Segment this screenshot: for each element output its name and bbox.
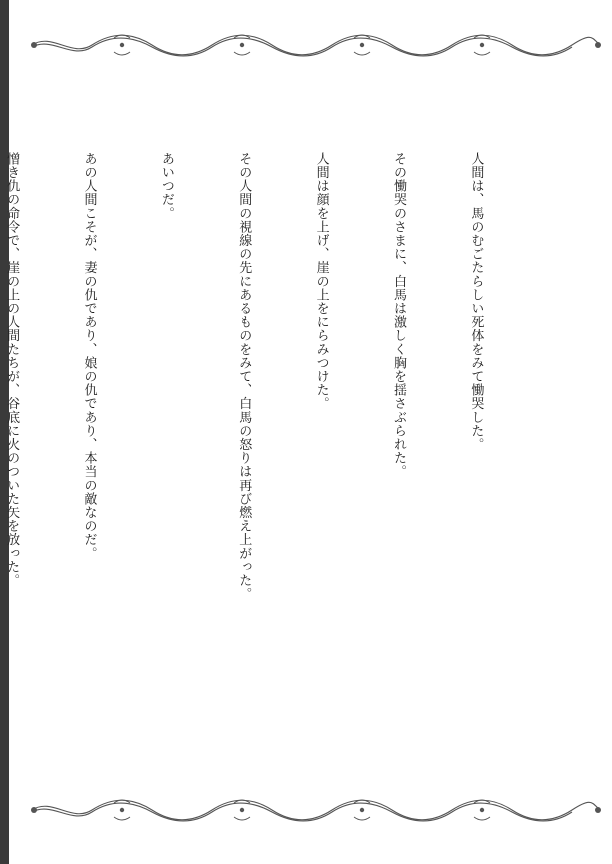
paragraph: その人間の視線の先にあるものをみて、白馬の怒りは再び燃え上がった。 — [236, 152, 252, 601]
bottom-ornament-border — [22, 795, 607, 825]
paragraph: あいつだ。 — [158, 152, 174, 220]
paragraph: その慟哭のさまに、白馬は激しく胸を揺さぶられた。 — [391, 152, 407, 479]
paragraph: 憎き仇の命令で、崖の上の人間たちが、谷底に火のついた矢を放った。 — [4, 152, 20, 588]
top-ornament-border — [22, 30, 607, 60]
paragraph: 人間は、馬のむごたらしい死体をみて慟哭した。 — [468, 152, 484, 452]
paragraph: あの人間こそが、妻の仇であり、娘の仇であり、本当の敵なのだ。 — [81, 152, 97, 560]
vertical-text-body — [0, 152, 540, 772]
paragraph: 人間は顔を上げ、崖の上をにらみつけた。 — [313, 152, 329, 411]
